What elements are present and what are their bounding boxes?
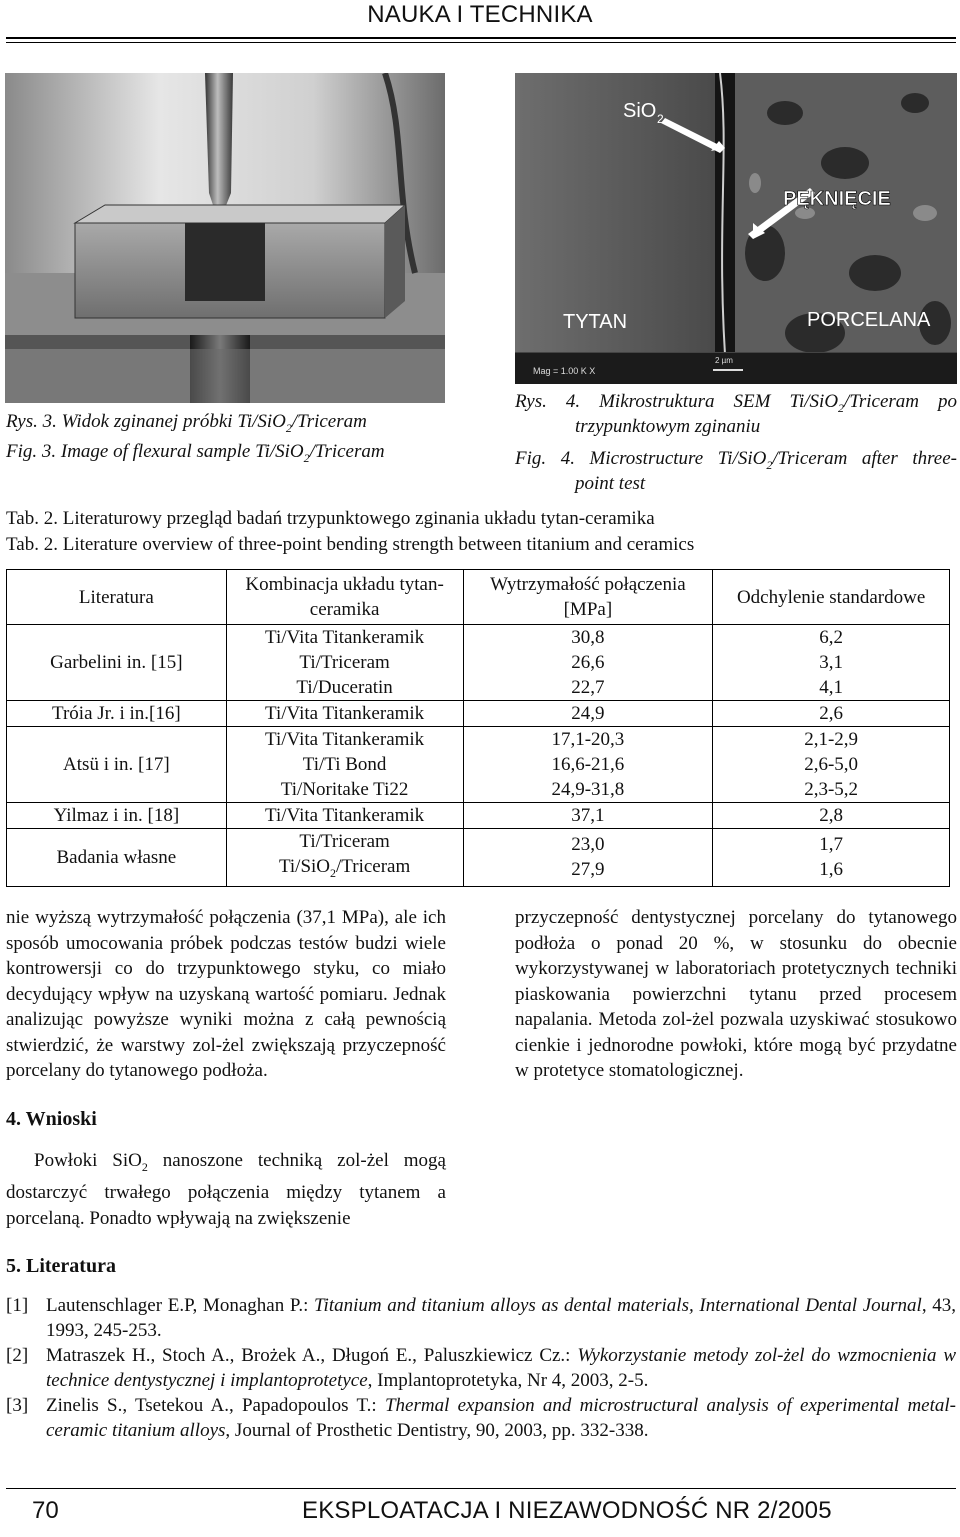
sem-scale-bar — [713, 369, 743, 371]
row-reference: Yilmaz i in. [18] — [7, 803, 227, 829]
table-caption-pl: Tab. 2. Literaturowy przegląd badań trzypunktowego zginania układu tytan-ceramika — [6, 508, 655, 529]
reference-item: [2] Matraszek H., Stoch A., Brożek A., Długoń E., Paluszkiewicz Cz.: Wykorzystanie metody zol-żel do wzmocnienia w technice dentystycznej i implantoprotetyce, Implantoprotetyka, Nr 4, 2003, 2-5. — [6, 1345, 956, 1391]
sem-micrograph-illustration — [515, 73, 957, 383]
row-strengths: 24,9 — [463, 701, 713, 727]
row-reference: Garbelini in. [15] — [7, 625, 227, 701]
page-number: 70 — [32, 1497, 59, 1524]
bending-fixture-illustration — [5, 73, 445, 403]
row-reference: Atsü i in. [17] — [7, 727, 227, 803]
row-combinations: Ti/Vita Titankeramik Ti/Triceram Ti/Duceratin — [226, 625, 463, 701]
row-strengths: 23,0 27,9 — [463, 829, 713, 887]
row-std-devs: 2,8 — [713, 803, 950, 829]
conclusions-paragraph: Powłoki SiO$_2$ nanoszone techniką zol-żel mogą dostarczyć trwałego połączenia między tytanem a porcelaną. Ponadto wpływają na zwiększenie — [6, 1150, 446, 1229]
header-strength: Wytrzymałość połączenia [MPa] — [463, 570, 713, 625]
figure-3-caption-en: Fig. 3. Image of flexural sample Ti/SiO$_2$/Triceram — [6, 441, 385, 465]
journal-name: EKSPLOATACJA I NIEZAWODNOŚĆ NR 2/2005 — [302, 1497, 832, 1524]
row-combinations: Ti/Vita Titankeramik — [226, 803, 463, 829]
header-rule — [6, 37, 956, 39]
body-left-paragraph: nie wyższą wytrzymałość połączenia (37,1 MPa), ale ich sposób umocowania próbek podczas testów budzi wiele kontrowersji co do trzypunktowego styku, co miało decydujący wpływ na uzyskaną wartość pomiaru. Jednak analizując powyższe wyniki można z całą pewnością stwierdzić, że warstwy zol-żel zwiększają przyczepność porcelany do tytanowego podłoża. — [6, 907, 446, 1081]
row-strengths: 30,8 26,6 22,7 — [463, 625, 713, 701]
figure-4-caption-en-line1: Fig. 4. Microstructure Ti/SiO$_2$/Triceram after three- — [515, 448, 958, 472]
row-reference: Badania własne — [7, 829, 227, 887]
row-std-devs: 2,1-2,9 2,6-5,0 2,3-5,2 — [713, 727, 950, 803]
figure-3-photo — [5, 73, 445, 403]
bending-strength-table — [6, 569, 950, 887]
table-row — [7, 727, 950, 803]
row-reference: Tróia Jr. i in.[16] — [7, 701, 227, 727]
sem-label-porcelain: PORCELANA — [807, 309, 931, 331]
running-header: NAUKA I TECHNIKA — [367, 1, 593, 28]
reference-item: [3] Zinelis S., Tsetekou A., Papadopoulos T.: Thermal expansion and microstructural analysis of experimental metal-ceramic titanium alloys, Journal of Prosthetic Dentistry, 90, 2003, pp. 332-338. — [6, 1395, 956, 1441]
sem-label-sio2: SiO — [623, 100, 657, 122]
sem-label-crack: PĘKNIĘCIE — [783, 188, 891, 210]
figure-4-caption-pl-line1: Rys. 4. Mikrostruktura SEM Ti/SiO$_2$/Triceram po — [515, 391, 958, 415]
section-4-heading: 4. Wnioski — [6, 1108, 97, 1130]
row-combinations: Ti/Vita Titankeramik Ti/Ti Bond Ti/Noritake Ti22 — [226, 727, 463, 803]
sem-magnification: Mag = 1.00 K X — [533, 366, 596, 376]
table-caption-en: Tab. 2. Literature overview of three-point bending strength between titanium and ceramics — [6, 534, 695, 555]
table-row — [7, 625, 950, 701]
row-strengths: 37,1 — [463, 803, 713, 829]
footer-rule — [6, 1488, 956, 1489]
header-std-dev: Odchylenie standardowe — [713, 570, 950, 625]
header-literature: Literatura — [7, 570, 227, 625]
figure-4-caption-en-line2: point test — [575, 473, 646, 494]
row-combinations: Ti/Triceram Ti/SiO$_2$/Triceram — [226, 829, 463, 887]
table-row — [7, 829, 950, 887]
reference-list — [6, 1293, 956, 1443]
section-5-heading: 5. Literatura — [6, 1255, 116, 1277]
table-header-row — [7, 570, 950, 625]
table-row — [7, 803, 950, 829]
row-std-devs: 6,2 3,1 4,1 — [713, 625, 950, 701]
table-row — [7, 701, 950, 727]
row-combinations: Ti/Vita Titankeramik — [226, 701, 463, 727]
reference-item: [1] Lautenschlager E.P, Monaghan P.: Titanium and titanium alloys as dental materials, International Dental Journal, 43, 1993, 245-253. — [6, 1295, 956, 1341]
sem-label-titanium: TYTAN — [563, 311, 628, 333]
row-std-devs: 2,6 — [713, 701, 950, 727]
figure-4-sem-image — [515, 73, 957, 383]
figure-3-caption-pl: Rys. 3. Widok zginanej próbki Ti/SiO$_2$/Triceram — [6, 411, 367, 435]
row-strengths: 17,1-20,3 16,6-21,6 24,9-31,8 — [463, 727, 713, 803]
figure-4-caption-pl-line2: trzypunktowym zginaniu — [575, 416, 761, 437]
header-rule-thin — [6, 42, 956, 43]
body-right-paragraph: przyczepność dentystycznej porcelany do tytanowego podłoża o ponad 20 %, w stosunku do obecnie wykorzystywanej w laboratoriach protetycznych techniki piaskowania powierzchni tytanu przed procesem napalania. Metoda zol-żel pozwala uzyskiwać stosukowo cienkie i jednorodne powłoki, które mogą być przydatne w protetyce stomatologicznej. — [515, 907, 957, 1081]
sem-info-bar — [515, 352, 957, 384]
header-combination: Kombinacja układu tytan- ceramika — [226, 570, 463, 625]
sem-scale-text: 2 µm — [715, 356, 733, 365]
row-std-devs: 1,7 1,6 — [713, 829, 950, 887]
sem-label-sio2-sub: 2 — [657, 112, 664, 126]
